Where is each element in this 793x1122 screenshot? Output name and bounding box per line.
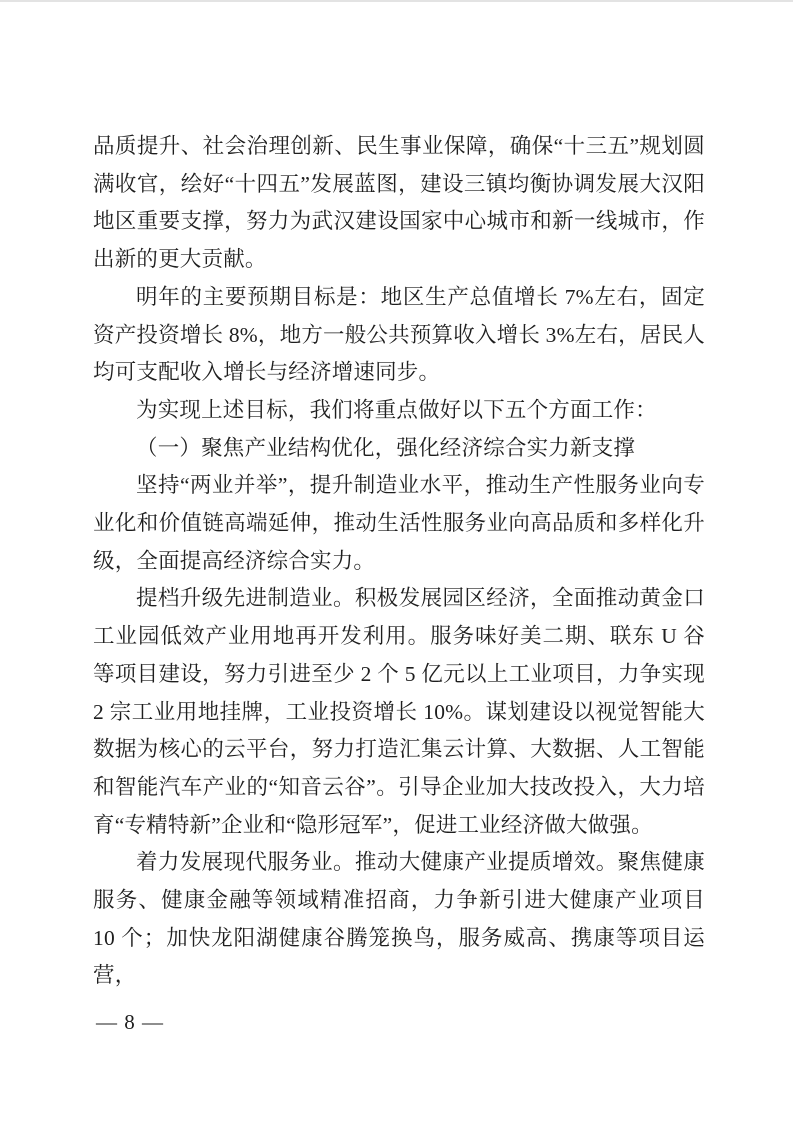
paragraph-manufacturing: 提档升级先进制造业。积极发展园区经济，全面推动黄金口工业园低效产业用地再开发利用。服务味好美二期、联东 U 谷等项目建设，努力引进至少 2 个 5 亿元以上工业项目，力争实现 2 宗工业用地挂牌，工业投资增长 10%。谋划建设以视觉智能大数据为核心的云平台，努力打造汇集云计算、大数据、人工智能和智能汽车产业的“知音云谷”。引导企业加大技改投入，大力培育“专精特新”企业和“隐形冠军”，促进工业经济做大做强。 [93,586,705,837]
paragraph-lead-in: 为实现上述目标，我们将重点做好以下五个方面工作： [136,397,657,422]
paragraph-continuation: 品质提升、社会治理创新、民生事业保障，确保“十三五”规划圆满收官，绘好“十四五”发展蓝图，建设三镇均衡协调发展大汉阳地区重要支撑，努力为武汉建设国家中心城市和新一线城市，作出新的更大贡献。 [93,134,705,272]
paragraph-services: 着力发展现代服务业。推动大健康产业提质增效。聚焦健康服务、健康金融等领域精准招商，力争新引进大健康产业项目 10 个；加快龙阳湖健康谷腾笼换鸟，服务威高、携康等项目运营， [93,850,705,988]
page-footer [96,1008,164,1036]
section-heading: （一）聚焦产业结构优化，强化经济综合实力新支撑 [136,435,636,460]
document-body [93,128,705,995]
paragraph-targets: 明年的主要预期目标是：地区生产总值增长 7%左右，固定资产投资增长 8%，地方一般公共预算收入增长 3%左右，居民人均可支配收入增长与经济增速同步。 [93,284,705,385]
page-number: — 8 — [96,1010,164,1034]
paragraph-two-industries: 坚持“两业并举”，提升制造业水平，推动生产性服务业向专业化和价值链高端延伸，推动生活性服务业向高品质和多样化升级，全面提高经济综合实力。 [93,473,705,573]
scan-edge-line [0,0,793,2]
